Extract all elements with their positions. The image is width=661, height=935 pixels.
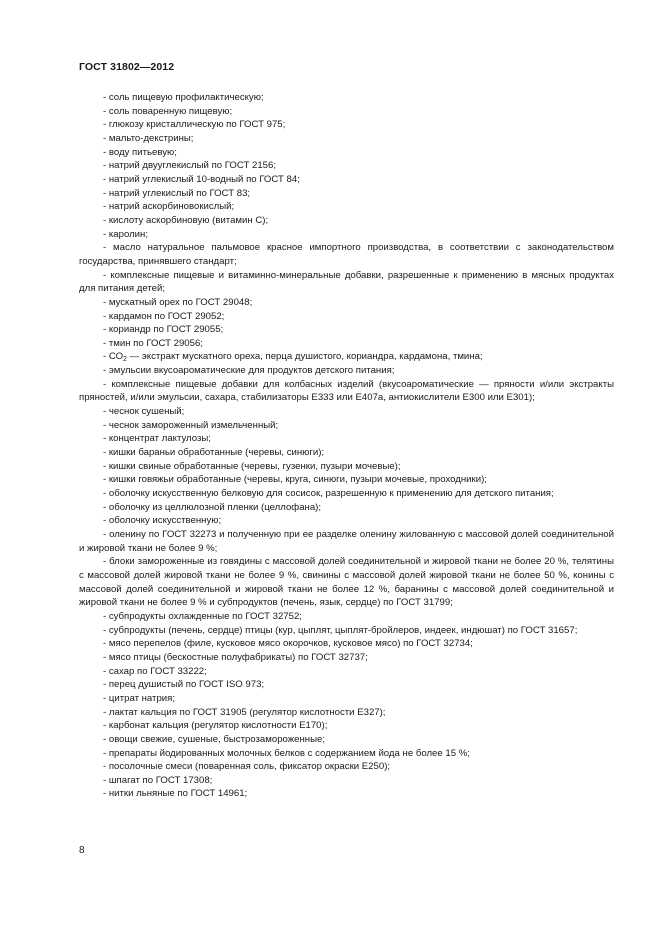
list-item: - концентрат лактулозы; [103, 433, 211, 445]
list-item: - воду питьевую; [103, 146, 177, 158]
list-item: - комплексные пищевые и витаминно-минеральные добавки, разрешенные к применению в мясных продуктах для питания детей; [79, 269, 614, 295]
list-item: - оленину по ГОСТ 32273 и полученную при ее разделке оленину жилованную с массовой долей соединительной и жировой ткани не более 9 %; [79, 529, 614, 554]
list-item: - посолочные смеси (поваренная соль, фиксатор окраски Е250); [103, 761, 391, 773]
list-item: - лактат кальция по ГОСТ 31905 (регулятор кислотности Е327); [103, 706, 386, 718]
list-item: - тмин по ГОСТ 29056; [103, 337, 203, 349]
list-item: - мясо перепелов (филе, кусковое мясо окорочков, кусковое мясо) по ГОСТ 32734; [103, 638, 473, 650]
list-item: - кислоту аскорбиновую (витамин С); [103, 214, 269, 226]
co2-subscript: 2 [123, 356, 127, 364]
list-item: - натрий аскорбиновокислый; [103, 201, 235, 213]
list-item: - субпродукты охлажденные по ГОСТ 32752; [103, 610, 302, 622]
list-item: - чеснок сушеный; [103, 406, 185, 418]
list-item: - каролин; [103, 228, 148, 240]
list-item: - блоки замороженные из говядины с массовой долей соединительной и жировой ткани не более 20 %, телятины с массовой долей жировой ткани не более 9 %, свинины с массовой долей жировой ткани не более 50 %, конины с массовой долей соединительной и жировой ткани не более 12 %, баранины с массовой долей соединительной и жировой ткани не более 9 % и субпродуктов (печень, язык, сердце) по ГОСТ 31799; [79, 556, 614, 609]
co2-prefix: - СО [103, 351, 124, 363]
list-item: - мясо птицы (бескостные полуфабрикаты) по ГОСТ 32737; [103, 651, 368, 663]
list-item: - кишки бараньи обработанные (черевы, синюги); [103, 447, 325, 459]
list-item: - перец душистый по ГОСТ ISO 973; [103, 679, 265, 691]
list-item: - масло натуральное пальмовое красное импортного производства, в соответствии с законодательством государства, принявшего стандарт; [79, 242, 614, 267]
list-item: - глюкозу кристаллическую по ГОСТ 975; [103, 119, 286, 131]
list-item: - оболочку из целлюлозной пленки (целлофана); [103, 501, 322, 513]
co2-suffix: — экстракт мускатного ореха, перца душистого, кориандра, кардамона, тмина; [126, 351, 483, 363]
page-number: 8 [79, 845, 85, 856]
document-code-header: ГОСТ 31802—2012 [79, 61, 175, 73]
list-item: - сахар по ГОСТ 33222; [103, 665, 207, 677]
list-item: - оболочку искусственную; [103, 515, 222, 527]
list-item: - мальто-декстрины; [103, 132, 194, 144]
list-item: - цитрат натрия; [103, 692, 175, 704]
list-item: - кардамон по ГОСТ 29052; [103, 310, 225, 322]
list-item: - препараты йодированных молочных белков с содержанием йода не более 15 %; [103, 747, 470, 759]
list-item: - кориандр по ГОСТ 29055; [103, 324, 224, 336]
list-item: - нитки льняные по ГОСТ 14961; [103, 788, 248, 800]
list-item: - натрий углекислый 10-водный по ГОСТ 84; [103, 173, 300, 185]
list-item: - натрий двууглекислый по ГОСТ 2156; [103, 160, 277, 172]
list-item: - карбонат кальция (регулятор кислотности Е170); [103, 720, 328, 732]
list-item: - соль поваренную пищевую; [103, 105, 233, 117]
list-item: - натрий углекислый по ГОСТ 83; [103, 187, 251, 199]
list-item: - кишки говяжьи обработанные (черевы, круга, синюги, пузыри мочевые, проходники); [103, 474, 487, 486]
list-item: - кишки свиные обработанные (черевы, гузенки, пузыри мочевые); [103, 460, 401, 472]
list-item: - эмульсии вкусоароматические для продуктов детского питания; [103, 365, 395, 377]
ingredient-list [79, 91, 614, 801]
list-item: - оболочку искусственную белковую для сосисок, разрешенную к применению для детского питания; [103, 488, 554, 500]
list-item: - мускатный орех по ГОСТ 29048; [103, 296, 253, 308]
list-item-co2-extract [79, 350, 614, 364]
list-item: - соль пищевую профилактическую; [103, 92, 264, 103]
list-item: - комплексные пищевые добавки для колбасных изделий (вкусоароматические — пряности и/или экстракты пряностей, и/или эмульсии, сахара, стабилизаторы Е333 или Е407а, антиокислители Е300 или Е301); [79, 378, 614, 404]
list-item: - овощи свежие, сушеные, быстрозамороженные; [103, 733, 326, 745]
list-item: - шпагат по ГОСТ 17308; [103, 774, 213, 786]
list-item: - чеснок замороженный измельченный; [103, 419, 279, 431]
list-item: - субпродукты (печень, сердце) птицы (кур, цыплят, цыплят-бройлеров, индеек, индюшат) по ГОСТ 31657; [103, 624, 578, 636]
